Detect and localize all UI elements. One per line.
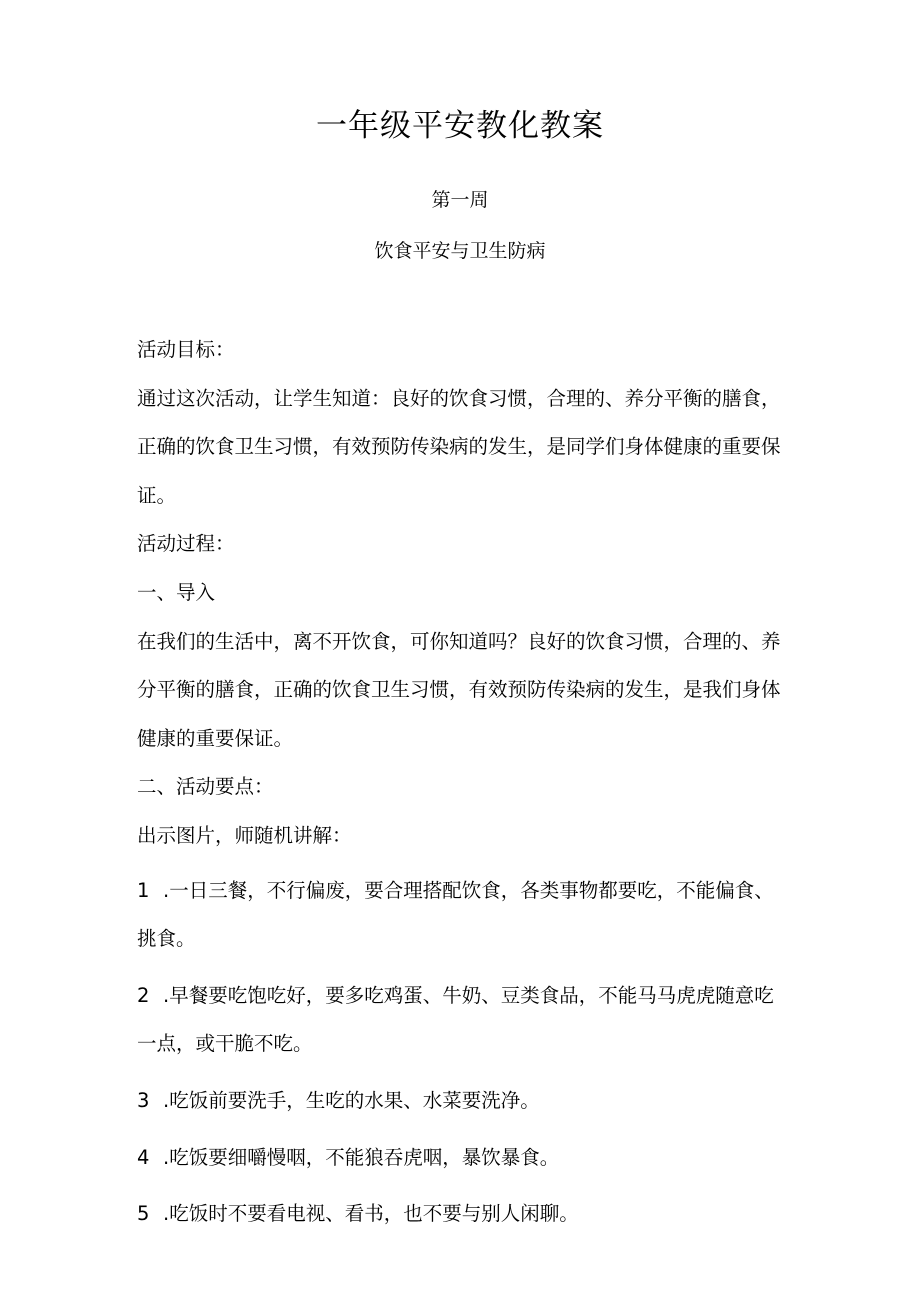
point-number: 2 xyxy=(137,983,150,1007)
goal-paragraph: 通过这次活动，让学生知道：良好的饮食习惯，合理的、养分平衡的膳食，正确的饮食卫生习惯，有效预防传染病的发生，是同学们身体健康的重要保证。 xyxy=(137,386,781,507)
goal-heading: 活动目标： xyxy=(137,338,235,361)
points-intro: 出示图片，师随机讲解： xyxy=(137,823,352,847)
point-text: .一日三餐，不行偏废，要合理搭配饮食，各类事物都要吃，不能偏食、挑食。 xyxy=(137,878,774,951)
point-text: .早餐要吃饱吃好，要多吃鸡蛋、牛奶、豆类食品，不能马马虎虎随意吃一点，或干脆不吃。 xyxy=(137,983,774,1056)
intro-paragraph: 在我们的生活中，离不开饮食，可你知道吗？良好的饮食习惯，合理的、养分平衡的膳食，正确的饮食卫生习惯，有效预防传染病的发生，是我们身体健康的重要保证。 xyxy=(137,629,781,750)
point-text: .吃饭要细嚼慢咽，不能狼吞虎咽，暴饮暴食。 xyxy=(163,1145,560,1169)
point-item-3 xyxy=(137,1077,787,1126)
week-label: 第一周 xyxy=(431,189,489,211)
lesson-topic: 饮食平安与卫生防病 xyxy=(374,240,546,262)
point-number: 3 xyxy=(137,1088,150,1112)
point-number: 1 xyxy=(137,878,150,902)
point-item-5 xyxy=(137,1190,787,1239)
document-body xyxy=(137,326,787,1239)
point-text: .吃饭前要洗手，生吃的水果、水菜要洗净。 xyxy=(163,1088,540,1112)
point-number: 5 xyxy=(137,1202,150,1226)
process-heading: 活动过程： xyxy=(137,532,235,556)
point-item-2 xyxy=(137,972,787,1069)
point-number: 4 xyxy=(137,1145,150,1169)
document-title: 一年级平安教化教案 xyxy=(316,108,604,144)
points-heading: 二、活动要点： xyxy=(137,775,274,799)
intro-heading: 一、导入 xyxy=(137,580,216,604)
point-item-1 xyxy=(137,867,787,964)
point-text: .吃饭时不要看电视、看书，也不要与别人闲聊。 xyxy=(163,1202,579,1226)
point-item-4 xyxy=(137,1134,787,1183)
